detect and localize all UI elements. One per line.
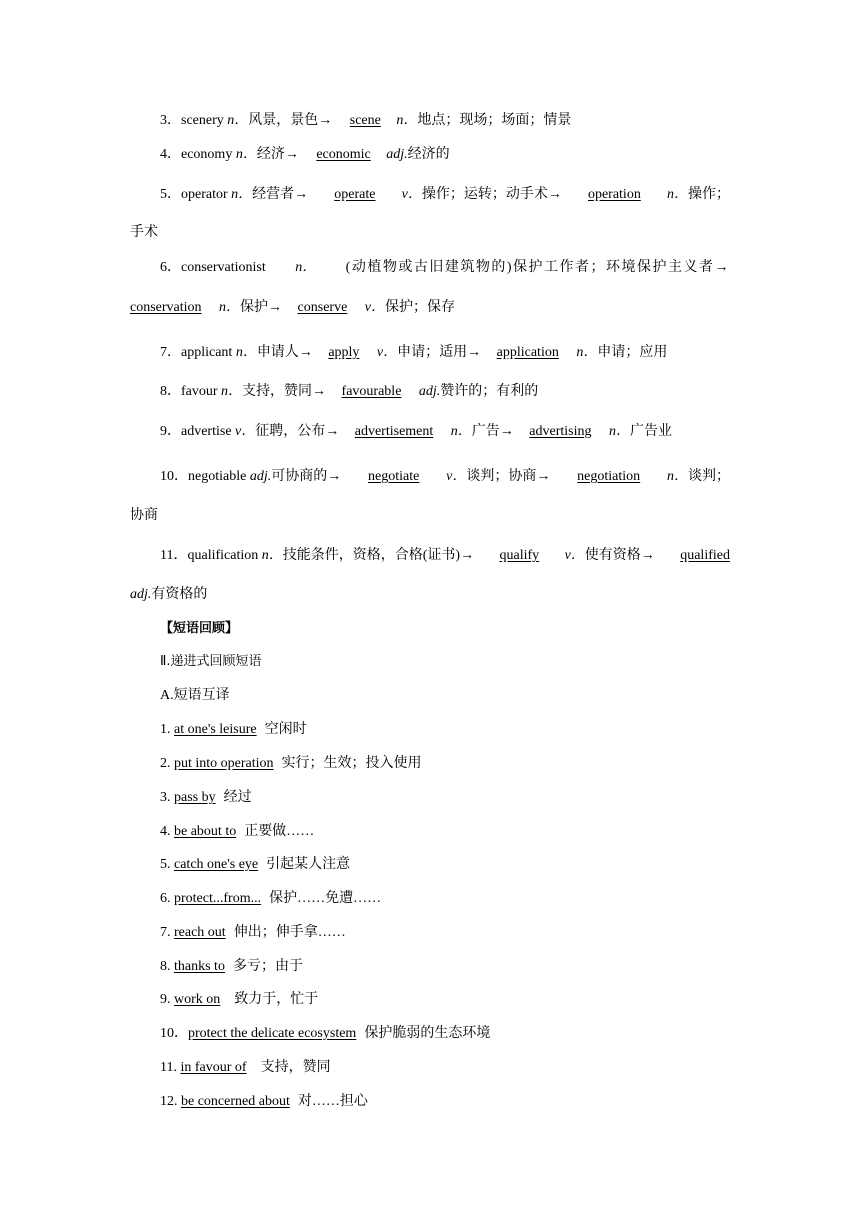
part-of-speech: adj. [130, 587, 152, 602]
item-number: 8. [160, 959, 174, 974]
item-number: 9． [160, 424, 181, 439]
vocab-continuation: 协商 [130, 508, 158, 523]
item-number: 6． [160, 260, 181, 275]
phrase-meaning: 多亏；由于 [232, 959, 303, 974]
item-number: 1. [160, 722, 174, 737]
part-of-speech: v． [376, 345, 398, 360]
phrase-item [160, 957, 303, 977]
phrase-meaning: 伸出；伸手拿…… [233, 925, 346, 940]
part-of-speech: v． [364, 300, 386, 315]
part-of-speech: n． [609, 424, 630, 439]
part-of-speech: n． [666, 187, 688, 202]
part-of-speech: n． [396, 113, 418, 128]
phrase-answer: in favour of [180, 1060, 247, 1075]
phrase-meaning: 支持，赞同 [260, 1060, 331, 1075]
part-of-speech: n． [261, 548, 283, 563]
phrase-meaning: 引起某人注意 [266, 857, 351, 872]
vocab-item [160, 185, 730, 205]
meaning: 保护→ [240, 300, 283, 315]
meaning: 谈判；协商→ [466, 469, 551, 484]
phrase-answer: catch one's eye [174, 857, 259, 872]
phrase-meaning: 实行；生效；投入使用 [281, 756, 422, 771]
part-of-speech: v． [401, 187, 422, 202]
answer-word: advertising [529, 424, 592, 439]
phrase-item [160, 822, 314, 842]
phrase-item [160, 855, 350, 875]
part-of-speech: v． [235, 424, 256, 439]
meaning: 可协商的→ [271, 469, 342, 484]
phrase-answer: be concerned about [181, 1094, 290, 1109]
meaning: 经济的 [407, 147, 450, 162]
answer-word: qualified [680, 548, 730, 563]
item-number: 11． [160, 548, 188, 563]
vocab-item [160, 382, 538, 402]
answer-word: operate [334, 187, 376, 202]
phrase-meaning: 对……担心 [297, 1094, 368, 1109]
item-number: 7. [160, 925, 174, 940]
meaning: 申请；应用 [597, 345, 668, 360]
item-number: 9. [160, 992, 174, 1007]
phrase-item [160, 889, 381, 909]
phrase-answer: at one's leisure [174, 722, 257, 737]
phrase-meaning: 经过 [223, 790, 252, 805]
item-number: 4. [160, 824, 174, 839]
meaning: 操作； [687, 187, 730, 202]
part-of-speech: v． [564, 548, 585, 563]
headword: advertise [181, 424, 232, 439]
item-number: 2. [160, 756, 174, 771]
phrase-answer: put into operation [174, 756, 274, 771]
answer-word: favourable [341, 384, 402, 399]
answer-word: advertisement [354, 424, 434, 439]
vocab-continuation: 手术 [130, 225, 158, 240]
meaning: 支持，赞同→ [242, 384, 327, 399]
vocab-item [160, 422, 672, 442]
phrase-meaning: 保护……免遭…… [269, 891, 382, 906]
answer-word: operation [587, 187, 641, 202]
meaning: 风景，景色→ [248, 113, 333, 128]
phrase-item [160, 923, 346, 943]
vocab-item [160, 145, 450, 165]
part-of-speech: n． [666, 469, 688, 484]
phrase-meaning: 致力于，忙于 [234, 992, 319, 1007]
part-of-speech: n． [295, 260, 317, 275]
meaning: 操作；运转；动手术→ [421, 187, 562, 202]
meaning: 地点；现场；场面；情景 [417, 113, 572, 128]
item-number: 11. [160, 1060, 181, 1075]
phrase-meaning: 保护脆弱的生态环境 [364, 1026, 491, 1041]
phrase-answer: protect the delicate ecosystem [188, 1026, 357, 1041]
phrase-answer: reach out [174, 925, 226, 940]
subheader: Ⅱ.递进式回顾短语 [160, 654, 262, 669]
meaning: 保护；保存 [385, 300, 456, 315]
item-number: 12. [160, 1094, 181, 1109]
meaning: 申请；适用→ [397, 345, 482, 360]
meaning: 广告业 [630, 424, 672, 439]
vocab-continuation [130, 585, 207, 605]
part-of-speech: n． [235, 345, 257, 360]
part-of-speech: n． [221, 384, 243, 399]
meaning: 经营者→ [252, 187, 309, 202]
part-of-speech: n． [227, 113, 249, 128]
headword: qualification [187, 548, 259, 563]
item-number: 3． [160, 113, 181, 128]
meaning: 技能条件，资格，合格(证书)→ [282, 548, 475, 563]
item-number: 3. [160, 790, 174, 805]
vocab-item [160, 343, 667, 363]
meaning: 申请人→ [256, 345, 313, 360]
meaning: 谈判； [687, 469, 730, 484]
answer-word: apply [328, 345, 360, 360]
item-number: 5. [160, 857, 174, 872]
part-of-speech: n． [235, 147, 257, 162]
headword: scenery [181, 113, 224, 128]
answer-word: application [496, 345, 559, 360]
answer-word: negotiate [368, 469, 420, 484]
vocab-item-cont [130, 298, 455, 318]
meaning: 使有资格→ [584, 548, 655, 563]
headword: applicant [181, 345, 233, 360]
item-number: 10． [160, 1026, 188, 1041]
answer-word: conservation [130, 300, 202, 315]
vocab-item [160, 467, 730, 487]
answer-word: economic [316, 147, 371, 162]
phrase-meaning: 空闲时 [264, 722, 307, 737]
headword: operator [181, 187, 228, 202]
phrase-item [160, 788, 252, 808]
answer-word: conserve [297, 300, 348, 315]
answer-word: negotiation [577, 469, 641, 484]
meaning: (动植物或古旧建筑物的)保护工作者；环境保护主义者→ [345, 260, 730, 275]
part-of-speech: adj. [249, 469, 272, 484]
part-label: A.短语互译 [160, 688, 230, 703]
meaning: 征聘，公布→ [255, 424, 340, 439]
item-number: 10． [160, 469, 188, 484]
part-of-speech: n． [450, 424, 472, 439]
meaning: 广告→ [471, 424, 514, 439]
headword: negotiable [188, 469, 247, 484]
part-of-speech: n． [219, 300, 241, 315]
part-of-speech: adj. [418, 384, 441, 399]
part-of-speech: n． [231, 187, 253, 202]
headword: economy [181, 147, 233, 162]
headword: favour [181, 384, 218, 399]
meaning: 经济→ [256, 147, 299, 162]
section-header: 【短语回顾】 [160, 621, 239, 636]
phrase-item [160, 754, 422, 774]
phrase-item [160, 990, 318, 1010]
part-of-speech: n． [576, 345, 598, 360]
answer-word: scene [349, 113, 381, 128]
phrase-item [160, 1024, 490, 1044]
phrase-item [160, 1092, 368, 1112]
phrase-item [160, 1058, 331, 1078]
item-number: 7． [160, 345, 181, 360]
phrase-answer: be about to [174, 824, 237, 839]
item-number: 8． [160, 384, 181, 399]
vocab-item [160, 258, 730, 278]
headword: conservationist [181, 260, 266, 275]
vocab-item [160, 546, 730, 566]
meaning: 有资格的 [151, 587, 208, 602]
phrase-answer: thanks to [174, 959, 225, 974]
vocab-item [160, 111, 571, 131]
item-number: 6. [160, 891, 174, 906]
part-of-speech: adj. [386, 147, 408, 162]
item-number: 4． [160, 147, 181, 162]
item-number: 5． [160, 187, 181, 202]
meaning: 赞许的；有利的 [440, 384, 539, 399]
phrase-item [160, 720, 307, 740]
phrase-answer: pass by [174, 790, 216, 805]
part-of-speech: v． [446, 469, 467, 484]
phrase-answer: protect...from... [174, 891, 262, 906]
phrase-meaning: 正要做…… [244, 824, 315, 839]
answer-word: qualify [499, 548, 540, 563]
phrase-answer: work on [174, 992, 221, 1007]
